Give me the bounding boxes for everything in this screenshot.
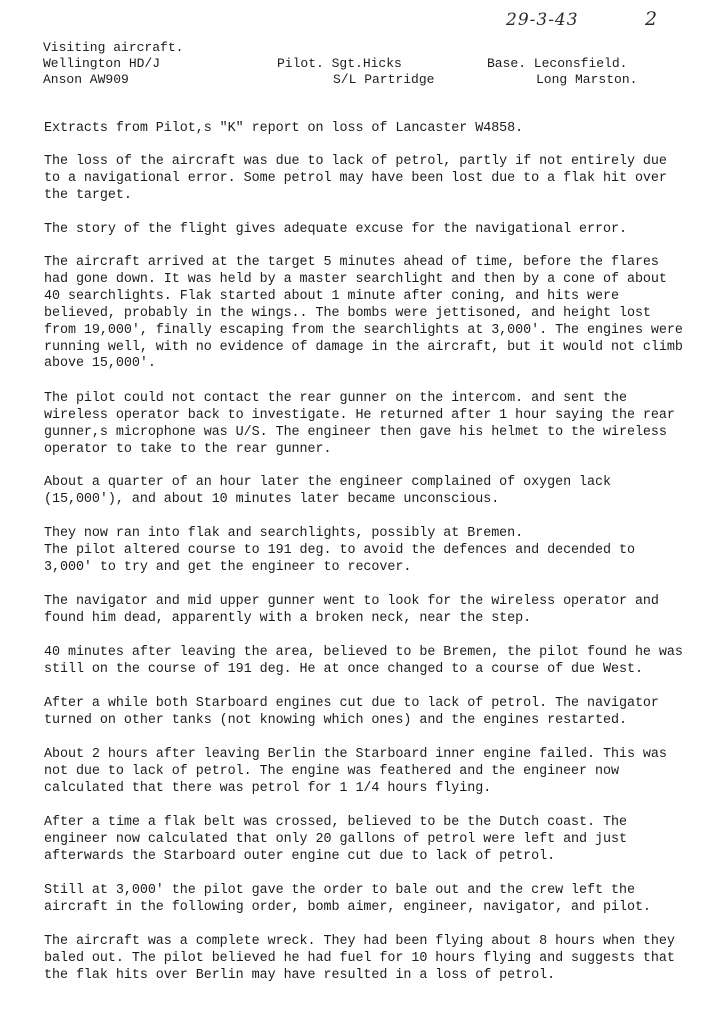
paragraph bbox=[44, 475, 714, 509]
paragraph bbox=[44, 154, 714, 205]
paragraph bbox=[44, 883, 714, 917]
text-line: The pilot could not contact the rear gunner on the intercom. and sent the bbox=[44, 391, 627, 406]
text-line: still on the course of 191 deg. He at once changed to a course of due West. bbox=[44, 661, 643, 677]
paragraph bbox=[44, 815, 714, 866]
text-line: After a while both Starboard engines cut due to lack of petrol. The navigator bbox=[44, 696, 659, 711]
visiting-aircraft-1: Wellington HD/J bbox=[43, 56, 161, 71]
text-line: to a navigational error. Some petrol may have been lost due to a flak hit over bbox=[44, 170, 667, 186]
pilot-line-2: S/L Partridge bbox=[333, 72, 435, 87]
text-line: aircraft in the following order, bomb aimer, engineer, navigator, and pilot. bbox=[44, 899, 651, 915]
text-line: 3,000' to try and get the engineer to recover. bbox=[44, 559, 412, 575]
paragraph bbox=[44, 255, 714, 373]
text-line: running well, with no evidence of damage in the aircraft, but it would not climb bbox=[44, 339, 683, 355]
text-line: wireless operator back to investigate. He returned after 1 hour saying the rear bbox=[44, 407, 675, 423]
text-line: found him dead, apparently with a broken neck, near the step. bbox=[44, 610, 532, 626]
paragraph bbox=[44, 222, 714, 239]
report-title bbox=[44, 121, 714, 138]
text-line: The pilot altered course to 191 deg. to avoid the defences and decended to bbox=[44, 542, 635, 558]
text-line: engineer now calculated that only 20 gallons of petrol were left and just bbox=[44, 831, 627, 847]
text-line: the flak hits over Berlin may have resulted in a loss of petrol. bbox=[44, 967, 556, 983]
base-line-2: Long Marston. bbox=[536, 72, 638, 87]
text-line: They now ran into flak and searchlights, possibly at Bremen. bbox=[44, 526, 524, 541]
text-line: the target. bbox=[44, 187, 132, 203]
paragraph bbox=[44, 934, 714, 985]
visiting-aircraft-2: Anson AW909 bbox=[43, 72, 129, 87]
text-line: from 19,000', finally escaping from the searchlights at 3,000'. The engines were bbox=[44, 322, 683, 338]
paragraph bbox=[44, 594, 714, 628]
text-line: calculated that there was petrol for 1 1/4 hours flying. bbox=[44, 780, 492, 796]
text-line: 40 minutes after leaving the area, believed to be Bremen, the pilot found he was bbox=[44, 645, 683, 660]
text-line: not due to lack of petrol. The engine was feathered and the engineer now bbox=[44, 763, 619, 779]
text-line: About 2 hours after leaving Berlin the Starboard inner engine failed. This was bbox=[44, 747, 667, 762]
text-line: (15,000'), and about 10 minutes later became unconscious. bbox=[44, 491, 500, 507]
handwritten-date: 29-3-43 bbox=[506, 10, 579, 30]
paragraph bbox=[44, 645, 714, 679]
text-line: The navigator and mid upper gunner went to look for the wireless operator and bbox=[44, 594, 659, 609]
text-line: About a quarter of an hour later the engineer complained of oxygen lack bbox=[44, 475, 611, 490]
text-line: turned on other tanks (not knowing which ones) and the engines restarted. bbox=[44, 712, 627, 728]
paragraph bbox=[44, 696, 714, 730]
base-line-1: Base. Leconsfield. bbox=[487, 56, 628, 71]
text-line: gunner,s microphone was U/S. The engineer then gave his helmet to the wireless bbox=[44, 424, 667, 440]
text-line: operator to take to the rear gunner. bbox=[44, 441, 332, 457]
text-line: believed, probably in the wings.. The bombs were jettisoned, and height lost bbox=[44, 305, 651, 321]
paragraph bbox=[44, 391, 714, 459]
text-line: Still at 3,000' the pilot gave the order to bale out and the crew left the bbox=[44, 883, 635, 898]
paragraph bbox=[44, 747, 714, 798]
visiting-aircraft-title: Visiting aircraft. bbox=[43, 40, 184, 55]
text-line: afterwards the Starboard outer engine cut due to lack of petrol. bbox=[44, 848, 556, 864]
text-line: After a time a flak belt was crossed, believed to be the Dutch coast. The bbox=[44, 815, 627, 830]
text-line: The loss of the aircraft was due to lack of petrol, partly if not entirely due bbox=[44, 154, 667, 169]
text-line: The aircraft was a complete wreck. They had been flying about 8 hours when they bbox=[44, 934, 675, 949]
handwritten-page-number: 2 bbox=[645, 8, 659, 30]
report-title-text: Extracts from Pilot,s "K" report on loss of Lancaster W4858. bbox=[44, 121, 524, 136]
text-line: had gone down. It was held by a master searchlight and then by a cone of about bbox=[44, 271, 667, 287]
text-line: baled out. The pilot believed he had fuel for 10 hours flying and suggests that bbox=[44, 950, 675, 966]
pilot-line-1: Pilot. Sgt.Hicks bbox=[277, 56, 402, 71]
paragraph bbox=[44, 526, 714, 577]
text-line: The story of the flight gives adequate excuse for the navigational error. bbox=[44, 222, 627, 237]
text-line: The aircraft arrived at the target 5 minutes ahead of time, before the flares bbox=[44, 255, 659, 270]
text-line: above 15,000'. bbox=[44, 356, 156, 372]
text-line: 40 searchlights. Flak started about 1 minute after coning, and hits were bbox=[44, 288, 619, 304]
